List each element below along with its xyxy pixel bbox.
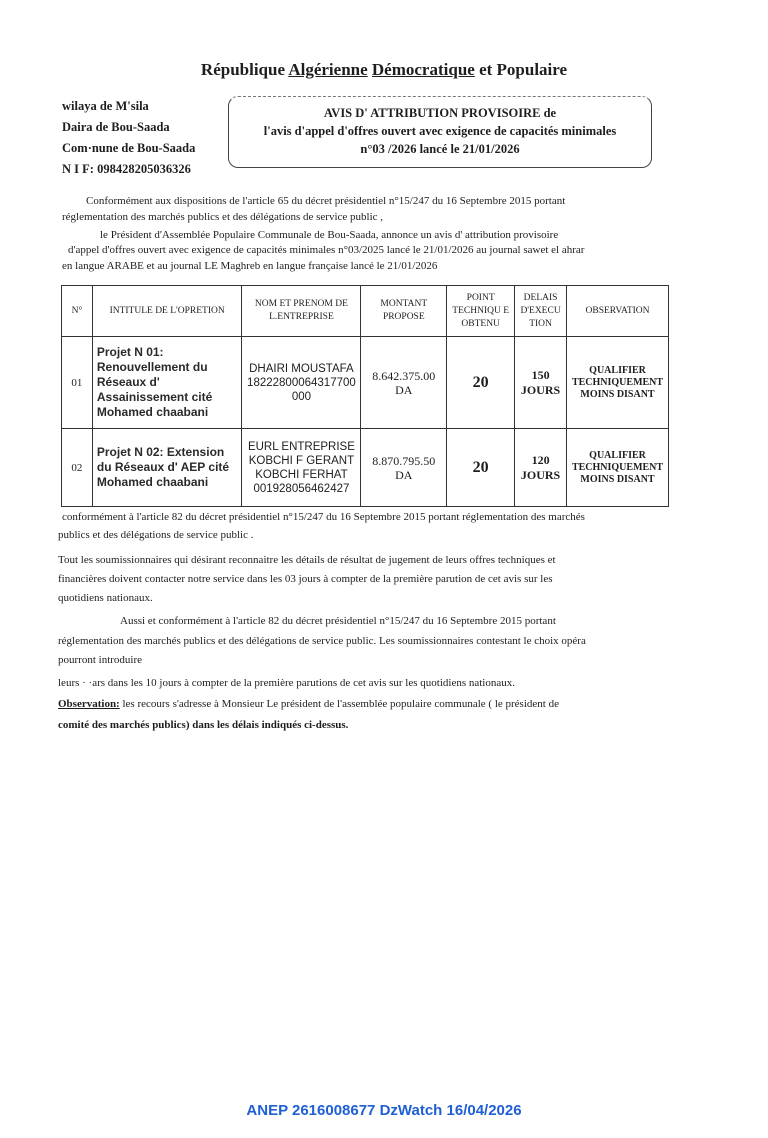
- row-num: 01: [62, 337, 93, 429]
- observation-text: les recours s'adresse à Monsieur Le président de l'assemblée populaire communale ( le président de: [119, 698, 559, 710]
- avis-line-3: n°03 /2026 lancé le 21/01/2026: [360, 142, 520, 156]
- intro-line-1: Conformément aux dispositions de l'article 65 du décret présidentiel n°15/247 du 16 Septembre 2015 portant: [86, 195, 566, 207]
- header-montant: MONTANT PROPOSE: [361, 286, 447, 337]
- row-montant: 8.642.375.00 DA: [361, 337, 447, 429]
- intro-line-2: réglementation des marchés publics et des délégations de service public ,: [62, 211, 384, 223]
- intro-line-4: d'appel d'offres ouvert avec exigence de capacités minimales n°03/2025 lancé le 21/01/2026 au journal sawet el ahrar: [68, 244, 585, 256]
- row-intitule: Projet N 02: Extension du Réseaux d' AEP cité Mohamed chaabani: [92, 429, 242, 507]
- row-montant: 8.870.795.50 DA: [361, 429, 447, 507]
- row-num: 02: [62, 429, 93, 507]
- daira-line: Daira de Bou-Saada: [62, 120, 170, 134]
- row-delai: 120 JOURS: [515, 429, 567, 507]
- avis-line-2: l'avis d'appel d'offres ouvert avec exigence de capacités minimales: [263, 124, 617, 138]
- issuer-block: [62, 96, 195, 180]
- body-line-7: réglementation des marchés publics et des délégations de service public. Les soumissionnaires contestant le choix opéra: [58, 635, 586, 647]
- row-entreprise: EURL ENTREPRISE KOBCHI F GERANT KOBCHI FERHAT 001928056462427: [242, 429, 361, 507]
- commune-line: Com·nune de Bou-Saada: [62, 141, 196, 155]
- body-line-2: publics et des délégations de service public .: [58, 529, 254, 541]
- row-point: 20: [447, 429, 515, 507]
- avis-line-1: AVIS D' ATTRIBUTION PROVISOIRE de: [323, 106, 557, 120]
- header-num: N°: [62, 286, 93, 337]
- body-line-4: financières doivent contacter notre service dans les 03 jours à compter de la première parution de cet avis sur les: [58, 573, 553, 585]
- body-line-9: leurs · ·ars dans les 10 jours à compter de la première parutions de cet avis sur les quotidiens nationaux.: [58, 677, 515, 689]
- table-row: [62, 337, 669, 429]
- row-observation: QUALIFIER TECHNIQUEMENT MOINS DISANT: [567, 429, 669, 507]
- observation-line-2: comité des marchés publics) dans les délais indiqués ci-dessus.: [58, 719, 349, 731]
- intro-line-3: le Président d'Assemblée Populaire Communale de Bou-Saada, annonce un avis d' attribution provisoire: [100, 229, 559, 241]
- observation-line: [58, 697, 559, 712]
- intro-line-5: en langue ARABE et au journal LE Maghreb en langue française lancé le 21/01/2026: [62, 260, 438, 272]
- table-row: [62, 429, 669, 507]
- nif-line: N I F: 098428205036326: [62, 162, 191, 176]
- page-title: République Algérienne Démocratique et Populaire: [200, 60, 568, 79]
- row-point: 20: [447, 337, 515, 429]
- header-entreprise: NOM ET PRENOM DE L.ENTREPRISE: [242, 286, 361, 337]
- observation-label: Observation:: [58, 698, 120, 710]
- wilaya-line: wilaya de M'sila: [62, 99, 149, 113]
- row-entreprise: DHAIRI MOUSTAFA 18222800064317700 000: [242, 337, 361, 429]
- attribution-table: [61, 285, 669, 507]
- row-delai: 150 JOURS: [515, 337, 567, 429]
- table-header-row: [62, 286, 669, 337]
- row-intitule: Projet N 01: Renouvellement du Réseaux d' Assainissement cité Mohamed chaabani: [92, 337, 242, 429]
- body-line-6: Aussi et conformément à l'article 82 du décret présidentiel n°15/247 du 16 Septembre 2015 portant: [120, 615, 556, 627]
- header-observation: OBSERVATION: [567, 286, 669, 337]
- header-point: POINT TECHNIQU E OBTENU: [447, 286, 515, 337]
- header-intitule: INTITULE DE L'OPRETION: [92, 286, 242, 337]
- body-line-1: conformément à l'article 82 du décret présidentiel n°15/247 du 16 Septembre 2015 portant réglementation des marchés: [62, 511, 585, 523]
- header-delai: DELAIS D'EXECU TION: [515, 286, 567, 337]
- body-line-3: Tout les soumissionnaires qui désirant reconnaitre les détails de résultat de jugement de leurs offres techniques et: [58, 554, 556, 566]
- avis-box: [228, 96, 652, 168]
- footer-reference: ANEP 2616008677 DzWatch 16/04/2026: [246, 1102, 522, 1119]
- row-observation: QUALIFIER TECHNIQUEMENT MOINS DISANT: [567, 337, 669, 429]
- body-line-8: pourront introduire: [58, 654, 143, 666]
- body-line-5: quotidiens nationaux.: [58, 592, 153, 604]
